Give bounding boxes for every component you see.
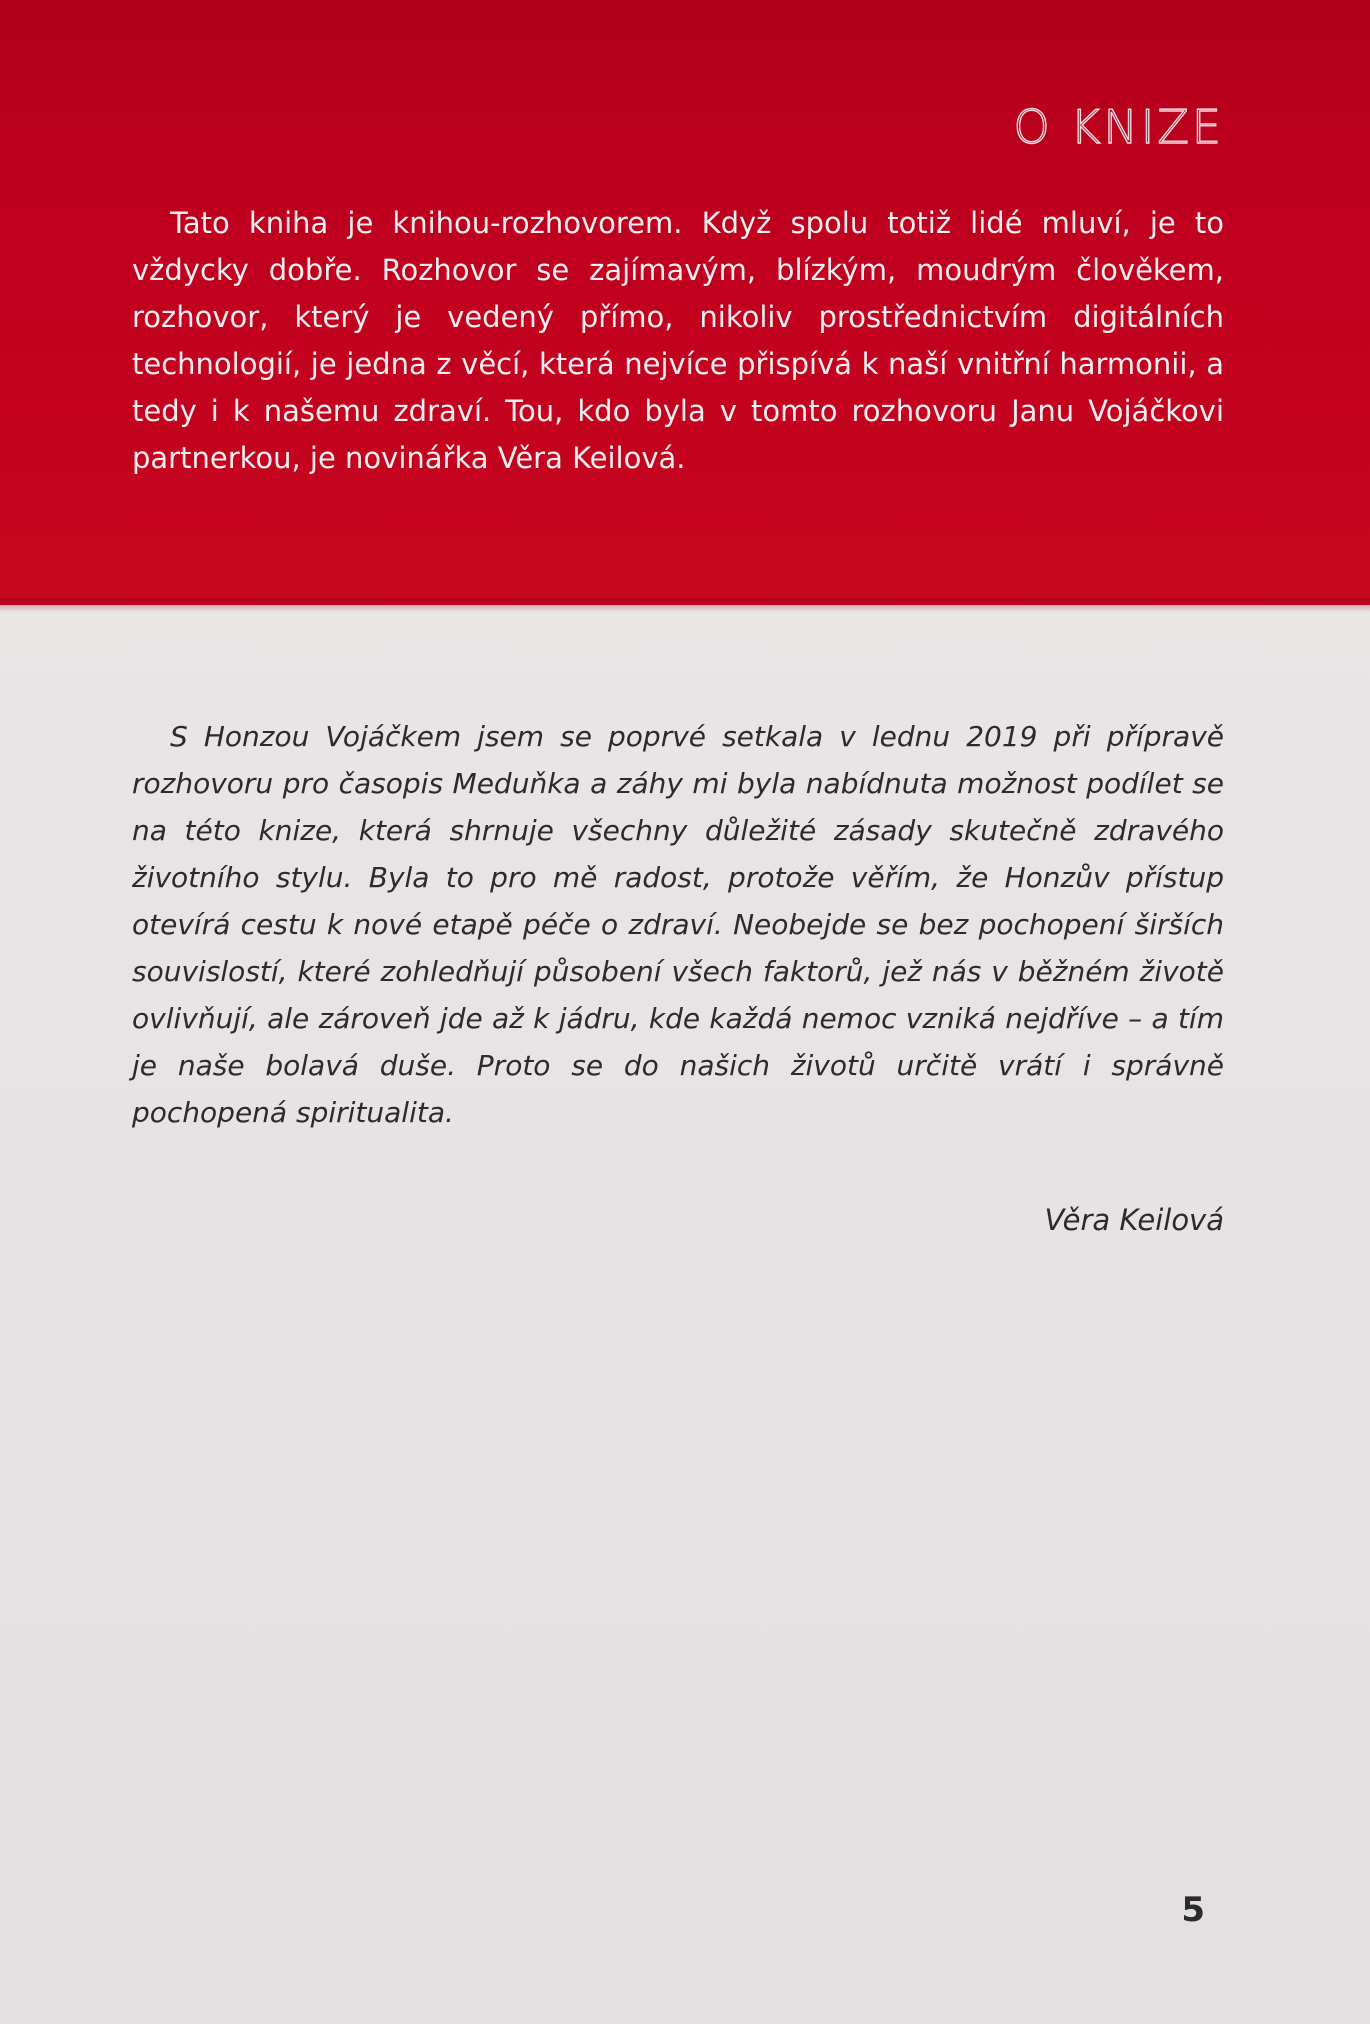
page-number: 5 — [1181, 1890, 1205, 1930]
author-signature: Věra Keilová — [1044, 1203, 1224, 1237]
section-title: O KNIZE — [1013, 100, 1224, 154]
quote-paragraph: S Honzou Vojáčkem jsem se poprvé setkala v lednu 2019 při přípravě rozhovoru pro časopis Meduňka a záhy mi byla nabídnuta možnost podílet se na této knize, která shrnuje všechny důležité zásady skutečně zdravého životního stylu. Byla to pro mě radost, protože věřím, že Honzův přístup otevírá cestu k nové etapě péče o zdraví. Neobejde se bez pochopení širších souvislostí, které zohledňují působení všech faktorů, jež nás v běžném životě ovlivňují, ale zároveň jde až k jádru, kde každá nemoc vzniká nejdříve – a tím je naše bolavá duše. Proto se do našich životů určitě vrátí i správně pochopená spiritualita. — [132, 720, 1224, 1129]
intro-paragraph: Tato kniha je knihou-rozhovorem. Když spolu totiž lidé mluví, je to vždycky dobře. Rozhovor se zajímavým, blízkým, moudrým člověkem, rozhovor, který je vedený přímo, nikoliv prostřednictvím digitálních technologií, je jedna z věcí, která nejvíce přispívá k naší vnitřní harmonii, a tedy i k našemu zdraví. Tou, kdo byla v tomto rozhovoru Janu Vojáčkovi partnerkou, je novinářka Věra Keilová. — [132, 206, 1224, 475]
red-header-band — [0, 0, 1370, 605]
band-edge-shadow — [0, 598, 1370, 612]
